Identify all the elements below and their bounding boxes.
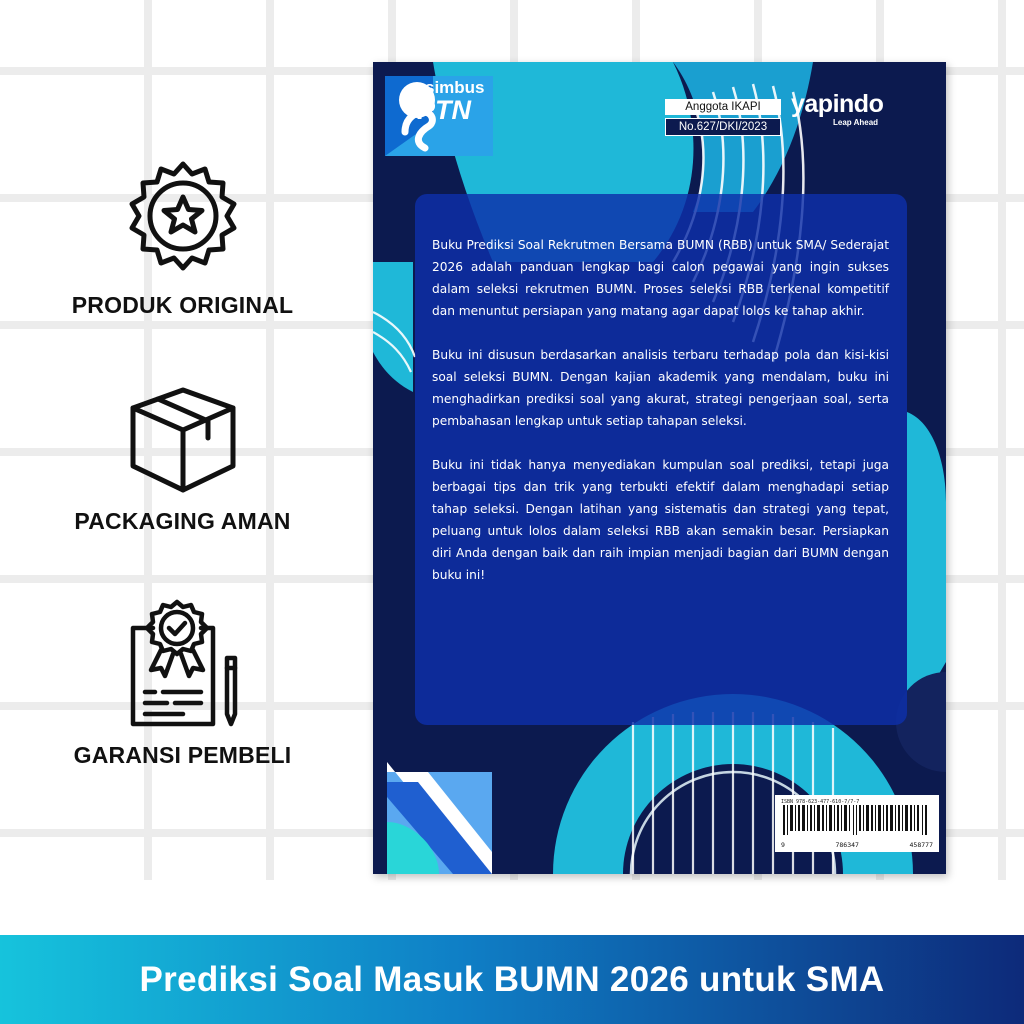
- publisher-tagline: Leap Ahead: [833, 118, 879, 127]
- barcode-bars: [781, 805, 931, 835]
- ikapi-line2: No.627/DKI/2023: [665, 118, 781, 136]
- ikapi-line1: Anggota IKAPI: [665, 99, 781, 115]
- feature-label: PACKAGING AMAN: [74, 508, 291, 534]
- publisher-name: yapindo: [791, 90, 884, 118]
- feature-produk-original: [40, 158, 325, 319]
- publisher-logo: [791, 90, 911, 127]
- feature-label: PRODUK ORIGINAL: [71, 292, 294, 318]
- book-back-cover: [373, 62, 946, 874]
- description-paragraph: Buku ini tidak hanya menyediakan kumpulan soal prediksi, tetapi juga berbagai tips dan trik yang terbukti efektif dalam menghadapi setiap tahap seleksi. Dengan latihan yang sistematis dan strategi yang tepat, peluang untuk lolos dalam seleksi RBB akan semakin besar. Persiapkan diri Anda dengan baik dan raih impian menjadi bagian dari BUMN dengan buku ini!: [432, 458, 889, 582]
- title-banner: [0, 935, 1024, 1024]
- barcode-number-prefix: 9: [781, 841, 785, 849]
- brand-ptn-text: PTN: [417, 95, 471, 125]
- star-badge-icon: [123, 158, 243, 278]
- ikapi-badge: [665, 99, 781, 136]
- barcode-numbers: [781, 841, 933, 849]
- description-paragraph: Buku Prediksi Soal Rekrutmen Bersama BUMN (RBB) untuk SMA/ Sederajat 2026 adalah panduan lengkap bagi calon pegawai yang ingin sukses dalam seleksi rekrutmen BUMN. Proses seleksi RBB terkenal kompetitif dan menuntut persiapan yang matang agar dapat lolos ke tahap akhir.: [432, 238, 889, 318]
- banner-title: Prediksi Soal Masuk BUMN 2026 untuk SMA: [139, 959, 885, 999]
- barcode-number-left: 786347: [835, 841, 859, 849]
- feature-packaging-aman: [40, 386, 325, 535]
- barcode: [775, 795, 939, 852]
- barcode-isbn: ISBN 978-623-477-610-7/7-7: [781, 799, 860, 805]
- description-panel: [415, 194, 907, 725]
- box-icon: [127, 386, 239, 494]
- feature-label: GARANSI PEMBELI: [73, 742, 292, 768]
- background-strip: [0, 880, 1024, 935]
- certificate-icon: [123, 598, 243, 728]
- description-paragraph: Buku ini disusun berdasarkan analisis terbaru terhadap pola dan kisi-kisi soal seleksi BUMN. Dengan kajian akademik yang mendalam, buku ini menghadirkan prediksi soal yang akurat, strategi pengerjaan soal, serta pembahasan lengkap untuk setiap tahapan seleksi.: [432, 348, 889, 428]
- barcode-number-right: 458777: [909, 841, 933, 849]
- brand-simbus-text: simbus: [425, 78, 485, 97]
- feature-garansi-pembeli: [40, 598, 325, 769]
